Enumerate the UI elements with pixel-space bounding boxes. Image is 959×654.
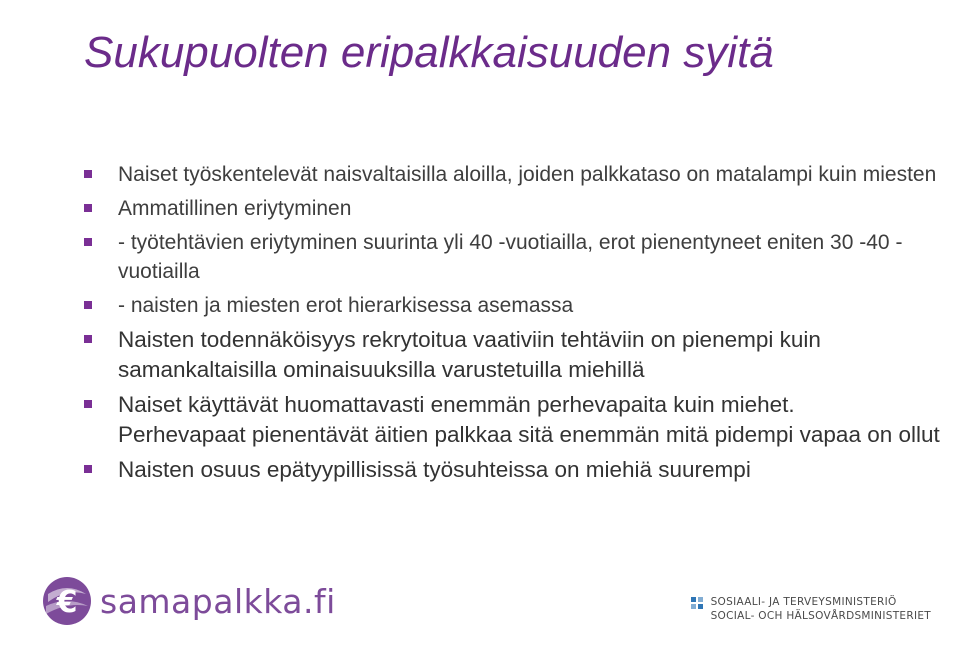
bullet-item [84,390,944,420]
bullet-item [84,160,944,189]
square-bullet-icon [84,335,92,343]
euro-swirl-icon [40,574,94,628]
square-bullet-icon [84,170,92,178]
ministry-name-fi: SOSIAALI- JA TERVEYSMINISTERIÖ [710,596,897,608]
bullet-item [84,291,944,320]
square-bullet-icon [84,238,92,246]
bullet-text: - työtehtävien eriytyminen suurinta yli 40 -vuotiailla, erot pienentyneet eniten 30 -40 -vuotiailla [118,231,903,283]
samapalkka-logo-text: samapalkka.fi [100,581,336,621]
bullet-item [84,325,944,385]
bullet-text: - naisten ja miesten erot hierarkisessa asemassa [118,294,574,317]
slide-title: Sukupuolten eripalkkaisuuden syitä [84,28,774,77]
bullet-text: Ammatillinen eriytyminen [118,197,352,220]
bullet-item [84,455,944,485]
ministry-name-sv: SOCIAL- OCH HÄLSOVÅRDSMINISTERIET [710,610,931,622]
ministry-logo[interactable] [691,595,931,623]
bullet-continuation [84,420,944,450]
bullet-item [84,194,944,223]
square-bullet-icon [84,301,92,309]
square-bullet-icon [84,465,92,473]
bullet-item [84,228,944,286]
bullet-text: Naiset käyttävät huomattavasti enemmän perhevapaita kuin miehet. [118,392,795,417]
ministry-name [711,595,931,623]
bullet-text: Naisten todennäköisyys rekrytoitua vaativiin tehtäviin on pienempi kuin samankaltaisilla ominaisuuksilla varustetuilla miehillä [118,327,821,382]
ministry-emblem-icon [691,597,705,617]
bullet-continuation-text: Perhevapaat pienentävät äitien palkkaa sitä enemmän mitä pidempi vapaa on ollut [118,422,940,447]
svg-text:€: € [56,585,78,620]
bullet-text: Naisten osuus epätyypillisissä työsuhteissa on miehiä suurempi [118,457,751,482]
samapalkka-logo[interactable] [40,571,336,631]
bullet-list [84,160,944,490]
square-bullet-icon [84,400,92,408]
footer [0,565,959,654]
bullet-text: Naiset työskentelevät naisvaltaisilla aloilla, joiden palkkataso on matalampi kuin miesten [118,163,937,186]
square-bullet-icon [84,204,92,212]
